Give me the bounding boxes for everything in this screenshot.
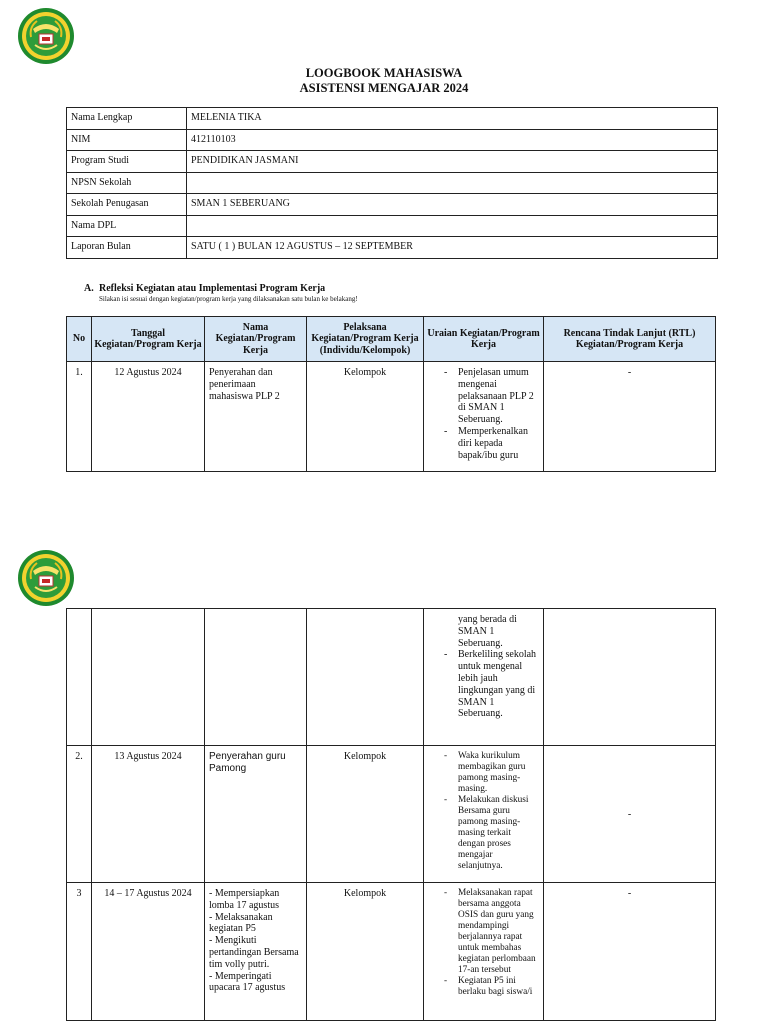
- list-item: - Kegiatan P5 ini berlaku bagi siswa/i: [428, 976, 539, 998]
- table-row: [67, 151, 718, 173]
- cell-uraian: [424, 362, 544, 472]
- header-tanggal: Tanggal Kegiatan/Program Kerja: [92, 317, 205, 362]
- table-row: [67, 172, 718, 194]
- cell-pelaksana: Kelompok: [307, 883, 424, 1021]
- header-uraian: Uraian Kegiatan/Program Kerja: [424, 317, 544, 362]
- section-title: Refleksi Kegiatan atau Implementasi Program Kerja: [99, 283, 326, 294]
- activity-table-continued: [66, 608, 716, 1021]
- cell-nama: Penyerahan guru Pamong: [205, 746, 307, 883]
- list-item: - Mengikuti pertandingan Bersama tim volly putri.: [209, 935, 299, 970]
- info-value: SATU ( 1 ) BULAN 12 AGUSTUS – 12 SEPTEMBER: [187, 237, 718, 259]
- info-value: [187, 172, 718, 194]
- table-row: [67, 609, 716, 746]
- cell-no: 3: [67, 883, 92, 1021]
- header-rtl: Rencana Tindak Lanjut (RTL) Kegiatan/Program Kerja: [544, 317, 716, 362]
- cell-pelaksana: Kelompok: [307, 746, 424, 883]
- header-nama: Nama Kegiatan/Program Kerja: [205, 317, 307, 362]
- list-item: - Melaksanakan kegiatan P5: [209, 911, 273, 935]
- document-title-line2: ASISTENSI MENGAJAR 2024: [299, 81, 469, 95]
- info-label: Nama DPL: [67, 215, 187, 237]
- cell-tanggal: 12 Agustus 2024: [92, 362, 205, 472]
- cell-no: 1.: [67, 362, 92, 472]
- info-value: SMAN 1 SEBERUANG: [187, 194, 718, 216]
- header-no: No: [67, 317, 92, 362]
- cell-nama: Penyerahan dan penerimaan mahasiswa PLP 2: [205, 362, 307, 472]
- header-pelaksana: Pelaksana Kegiatan/Program Kerja (Individu/Kelompok): [307, 317, 424, 362]
- list-item: - Memperingati upacara 17 agustus: [209, 970, 286, 994]
- table-row: [67, 237, 718, 259]
- cell-rtl: -: [544, 883, 716, 1021]
- table-row: [67, 129, 718, 151]
- cell-no: 2.: [67, 746, 92, 883]
- table-row: [67, 108, 718, 130]
- list-item: - Berkeliling sekolah untuk mengenal lebih jauh lingkungan yang di SMAN 1 Seberuang.: [428, 649, 539, 720]
- info-label: Sekolah Penugasan: [67, 194, 187, 216]
- school-logo: [17, 7, 75, 65]
- cell-uraian: [424, 746, 544, 883]
- info-label: Laporan Bulan: [67, 237, 187, 259]
- list-item: - Memperkenalkan diri kepada bapak/ibu guru: [428, 426, 539, 461]
- activity-table: [66, 316, 716, 472]
- info-label: Program Studi: [67, 151, 187, 173]
- list-item: - Melaksanakan rapat bersama anggota OSIS dan guru yang mendampingi berjalannya rapat untuk membahas kegiatan perlombaan 17-an tersebut: [428, 888, 539, 976]
- list-item: - Waka kurikulum membagikan guru pamong masing-masing.: [428, 751, 539, 795]
- document-title-line1: LOOGBOOK MAHASISWA: [305, 66, 463, 80]
- info-label: NIM: [67, 129, 187, 151]
- cell-tanggal: 14 – 17 Agustus 2024: [92, 883, 205, 1021]
- info-label: NPSN Sekolah: [67, 172, 187, 194]
- info-label: Nama Lengkap: [67, 108, 187, 130]
- school-emblem-icon: [17, 7, 75, 65]
- list-item: yang berada di SMAN 1 Seberuang.: [458, 614, 517, 649]
- cell-uraian: [424, 883, 544, 1021]
- list-item: - Mempersiapkan lomba 17 agustus: [209, 888, 280, 911]
- info-value: [187, 215, 718, 237]
- cell-rtl: -: [544, 746, 716, 883]
- info-value: 412110103: [187, 129, 718, 151]
- student-info-table: [66, 107, 718, 259]
- section-a-heading: [84, 283, 325, 294]
- info-value: MELENIA TIKA: [187, 108, 718, 130]
- cell-rtl: -: [544, 362, 716, 472]
- table-row: [67, 194, 718, 216]
- section-note: Silakan isi sesuai dengan kegiatan/program kerja yang dilaksanakan satu bulan ke belakang!: [99, 295, 358, 303]
- cell-uraian: [424, 609, 544, 746]
- table-row: [67, 746, 716, 883]
- table-header-row: [67, 317, 716, 362]
- list-item: - Melakukan diskusi Bersama guru pamong masing-masing terkait dengan proses mengajar selanjutnya.: [428, 795, 539, 872]
- list-item: - Penjelasan umum mengenai pelaksanaan PLP 2 di SMAN 1 Seberuang.: [428, 367, 539, 426]
- cell-pelaksana: Kelompok: [307, 362, 424, 472]
- table-row: [67, 215, 718, 237]
- info-value: PENDIDIKAN JASMANI: [187, 151, 718, 173]
- section-number: A.: [84, 283, 94, 294]
- table-row: [67, 362, 716, 472]
- cell-nama: [205, 883, 307, 1021]
- cell-tanggal: 13 Agustus 2024: [92, 746, 205, 883]
- school-logo: [17, 549, 75, 607]
- table-row: [67, 883, 716, 1021]
- school-emblem-icon: [17, 549, 75, 607]
